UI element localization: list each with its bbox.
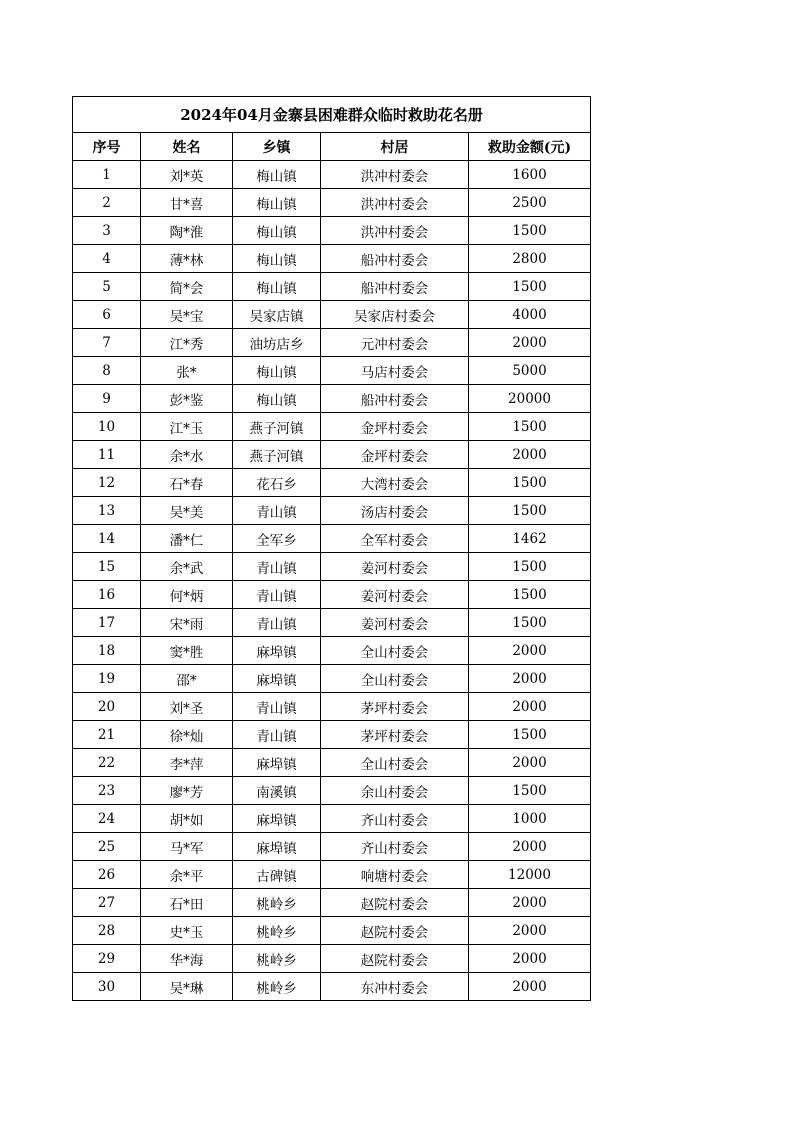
cell-seq: 20 xyxy=(73,693,141,721)
table-row xyxy=(73,357,591,385)
cell-village: 大湾村委会 xyxy=(321,469,469,497)
table-row xyxy=(73,553,591,581)
cell-seq: 18 xyxy=(73,637,141,665)
cell-town: 麻埠镇 xyxy=(233,805,321,833)
cell-name: 胡*如 xyxy=(141,805,233,833)
cell-town: 麻埠镇 xyxy=(233,833,321,861)
cell-seq: 2 xyxy=(73,189,141,217)
cell-name: 石*田 xyxy=(141,889,233,917)
cell-name: 石*春 xyxy=(141,469,233,497)
cell-seq: 14 xyxy=(73,525,141,553)
cell-village: 响塘村委会 xyxy=(321,861,469,889)
cell-village: 汤店村委会 xyxy=(321,497,469,525)
cell-seq: 24 xyxy=(73,805,141,833)
cell-town: 梅山镇 xyxy=(233,217,321,245)
cell-village: 齐山村委会 xyxy=(321,833,469,861)
cell-seq: 11 xyxy=(73,441,141,469)
cell-amount: 2000 xyxy=(469,637,591,665)
cell-name: 余*武 xyxy=(141,553,233,581)
cell-town: 青山镇 xyxy=(233,609,321,637)
cell-seq: 8 xyxy=(73,357,141,385)
cell-seq: 6 xyxy=(73,301,141,329)
cell-seq: 1 xyxy=(73,161,141,189)
cell-amount: 5000 xyxy=(469,357,591,385)
cell-town: 青山镇 xyxy=(233,553,321,581)
table-row xyxy=(73,441,591,469)
cell-amount: 1000 xyxy=(469,805,591,833)
cell-name: 薄*林 xyxy=(141,245,233,273)
cell-name: 潘*仁 xyxy=(141,525,233,553)
table-row xyxy=(73,693,591,721)
cell-town: 青山镇 xyxy=(233,721,321,749)
cell-seq: 16 xyxy=(73,581,141,609)
table-row xyxy=(73,469,591,497)
header-amount: 救助金额(元) xyxy=(469,133,591,161)
cell-seq: 12 xyxy=(73,469,141,497)
table-row xyxy=(73,665,591,693)
cell-name: 邵* xyxy=(141,665,233,693)
cell-seq: 30 xyxy=(73,973,141,1001)
cell-name: 宋*雨 xyxy=(141,609,233,637)
cell-amount: 1500 xyxy=(469,469,591,497)
cell-amount: 2000 xyxy=(469,441,591,469)
cell-name: 华*海 xyxy=(141,945,233,973)
cell-village: 金坪村委会 xyxy=(321,413,469,441)
table-row xyxy=(73,581,591,609)
cell-seq: 15 xyxy=(73,553,141,581)
cell-seq: 17 xyxy=(73,609,141,637)
cell-town: 桃岭乡 xyxy=(233,889,321,917)
table-row xyxy=(73,497,591,525)
cell-seq: 23 xyxy=(73,777,141,805)
cell-village: 金坪村委会 xyxy=(321,441,469,469)
cell-amount: 1462 xyxy=(469,525,591,553)
cell-town: 青山镇 xyxy=(233,581,321,609)
cell-seq: 22 xyxy=(73,749,141,777)
table-row xyxy=(73,609,591,637)
cell-seq: 5 xyxy=(73,273,141,301)
cell-village: 全山村委会 xyxy=(321,637,469,665)
cell-village: 洪冲村委会 xyxy=(321,161,469,189)
cell-seq: 28 xyxy=(73,917,141,945)
cell-name: 彭*鉴 xyxy=(141,385,233,413)
cell-name: 廖*芳 xyxy=(141,777,233,805)
title-row xyxy=(73,97,591,133)
table-title: 2024年04月金寨县困难群众临时救助花名册 xyxy=(73,97,591,133)
cell-village: 赵院村委会 xyxy=(321,917,469,945)
table-row xyxy=(73,917,591,945)
cell-village: 马店村委会 xyxy=(321,357,469,385)
cell-name: 陶*淮 xyxy=(141,217,233,245)
cell-town: 桃岭乡 xyxy=(233,973,321,1001)
cell-town: 梅山镇 xyxy=(233,385,321,413)
cell-seq: 26 xyxy=(73,861,141,889)
table-body xyxy=(73,161,591,1001)
cell-town: 青山镇 xyxy=(233,693,321,721)
header-name: 姓名 xyxy=(141,133,233,161)
cell-amount: 2000 xyxy=(469,973,591,1001)
cell-town: 麻埠镇 xyxy=(233,749,321,777)
cell-amount: 1500 xyxy=(469,553,591,581)
cell-village: 船冲村委会 xyxy=(321,273,469,301)
table-row xyxy=(73,217,591,245)
cell-village: 船冲村委会 xyxy=(321,245,469,273)
cell-village: 吴家店村委会 xyxy=(321,301,469,329)
cell-town: 梅山镇 xyxy=(233,245,321,273)
cell-town: 桃岭乡 xyxy=(233,917,321,945)
cell-amount: 2500 xyxy=(469,189,591,217)
cell-amount: 12000 xyxy=(469,861,591,889)
cell-amount: 2000 xyxy=(469,665,591,693)
cell-amount: 2000 xyxy=(469,945,591,973)
cell-village: 元冲村委会 xyxy=(321,329,469,357)
cell-seq: 21 xyxy=(73,721,141,749)
cell-seq: 3 xyxy=(73,217,141,245)
cell-name: 张* xyxy=(141,357,233,385)
table-row xyxy=(73,273,591,301)
table-row xyxy=(73,245,591,273)
cell-seq: 29 xyxy=(73,945,141,973)
table-row xyxy=(73,861,591,889)
cell-village: 全军村委会 xyxy=(321,525,469,553)
cell-amount: 2000 xyxy=(469,889,591,917)
table-row xyxy=(73,721,591,749)
cell-name: 何*炳 xyxy=(141,581,233,609)
cell-seq: 27 xyxy=(73,889,141,917)
cell-name: 吴*琳 xyxy=(141,973,233,1001)
cell-seq: 4 xyxy=(73,245,141,273)
table-row xyxy=(73,749,591,777)
cell-name: 窦*胜 xyxy=(141,637,233,665)
cell-name: 刘*英 xyxy=(141,161,233,189)
cell-town: 梅山镇 xyxy=(233,189,321,217)
cell-amount: 1500 xyxy=(469,721,591,749)
cell-amount: 4000 xyxy=(469,301,591,329)
cell-amount: 2000 xyxy=(469,917,591,945)
cell-name: 李*萍 xyxy=(141,749,233,777)
cell-village: 姜河村委会 xyxy=(321,609,469,637)
table-row xyxy=(73,889,591,917)
cell-amount: 2000 xyxy=(469,329,591,357)
cell-village: 余山村委会 xyxy=(321,777,469,805)
cell-amount: 2000 xyxy=(469,833,591,861)
cell-name: 马*军 xyxy=(141,833,233,861)
cell-amount: 1500 xyxy=(469,273,591,301)
cell-name: 江*秀 xyxy=(141,329,233,357)
cell-amount: 2800 xyxy=(469,245,591,273)
table-row xyxy=(73,413,591,441)
cell-village: 全山村委会 xyxy=(321,749,469,777)
cell-village: 洪冲村委会 xyxy=(321,217,469,245)
cell-amount: 1600 xyxy=(469,161,591,189)
cell-village: 赵院村委会 xyxy=(321,945,469,973)
table-row xyxy=(73,777,591,805)
cell-name: 江*玉 xyxy=(141,413,233,441)
table-row xyxy=(73,637,591,665)
cell-name: 史*玉 xyxy=(141,917,233,945)
table-row xyxy=(73,833,591,861)
cell-town: 油坊店乡 xyxy=(233,329,321,357)
cell-name: 徐*灿 xyxy=(141,721,233,749)
cell-name: 简*会 xyxy=(141,273,233,301)
table-row xyxy=(73,189,591,217)
cell-town: 麻埠镇 xyxy=(233,665,321,693)
cell-town: 桃岭乡 xyxy=(233,945,321,973)
cell-name: 吴*美 xyxy=(141,497,233,525)
cell-village: 东冲村委会 xyxy=(321,973,469,1001)
cell-name: 刘*圣 xyxy=(141,693,233,721)
cell-village: 姜河村委会 xyxy=(321,553,469,581)
cell-village: 茅坪村委会 xyxy=(321,693,469,721)
table-row xyxy=(73,805,591,833)
cell-town: 青山镇 xyxy=(233,497,321,525)
header-town: 乡镇 xyxy=(233,133,321,161)
cell-seq: 7 xyxy=(73,329,141,357)
table-row xyxy=(73,301,591,329)
cell-village: 船冲村委会 xyxy=(321,385,469,413)
cell-name: 甘*喜 xyxy=(141,189,233,217)
cell-amount: 1500 xyxy=(469,609,591,637)
table-row xyxy=(73,525,591,553)
cell-village: 赵院村委会 xyxy=(321,889,469,917)
cell-name: 吴*宝 xyxy=(141,301,233,329)
cell-town: 梅山镇 xyxy=(233,273,321,301)
table-row xyxy=(73,945,591,973)
cell-village: 茅坪村委会 xyxy=(321,721,469,749)
cell-seq: 19 xyxy=(73,665,141,693)
cell-amount: 1500 xyxy=(469,777,591,805)
header-row xyxy=(73,133,591,161)
cell-seq: 10 xyxy=(73,413,141,441)
cell-seq: 13 xyxy=(73,497,141,525)
cell-village: 全山村委会 xyxy=(321,665,469,693)
cell-village: 姜河村委会 xyxy=(321,581,469,609)
cell-town: 梅山镇 xyxy=(233,357,321,385)
table-row xyxy=(73,385,591,413)
cell-amount: 1500 xyxy=(469,497,591,525)
cell-amount: 2000 xyxy=(469,749,591,777)
cell-town: 花石乡 xyxy=(233,469,321,497)
cell-amount: 1500 xyxy=(469,413,591,441)
cell-name: 余*水 xyxy=(141,441,233,469)
table-row xyxy=(73,973,591,1001)
cell-name: 余*平 xyxy=(141,861,233,889)
cell-town: 梅山镇 xyxy=(233,161,321,189)
cell-town: 燕子河镇 xyxy=(233,441,321,469)
cell-town: 全军乡 xyxy=(233,525,321,553)
cell-amount: 20000 xyxy=(469,385,591,413)
table-row xyxy=(73,329,591,357)
cell-seq: 25 xyxy=(73,833,141,861)
table-row xyxy=(73,161,591,189)
cell-town: 吴家店镇 xyxy=(233,301,321,329)
cell-amount: 1500 xyxy=(469,581,591,609)
cell-amount: 1500 xyxy=(469,217,591,245)
cell-town: 古碑镇 xyxy=(233,861,321,889)
cell-village: 齐山村委会 xyxy=(321,805,469,833)
cell-amount: 2000 xyxy=(469,693,591,721)
cell-village: 洪冲村委会 xyxy=(321,189,469,217)
cell-town: 燕子河镇 xyxy=(233,413,321,441)
cell-town: 南溪镇 xyxy=(233,777,321,805)
header-seq: 序号 xyxy=(73,133,141,161)
header-village: 村居 xyxy=(321,133,469,161)
cell-town: 麻埠镇 xyxy=(233,637,321,665)
relief-roster-table xyxy=(72,96,591,1001)
cell-seq: 9 xyxy=(73,385,141,413)
